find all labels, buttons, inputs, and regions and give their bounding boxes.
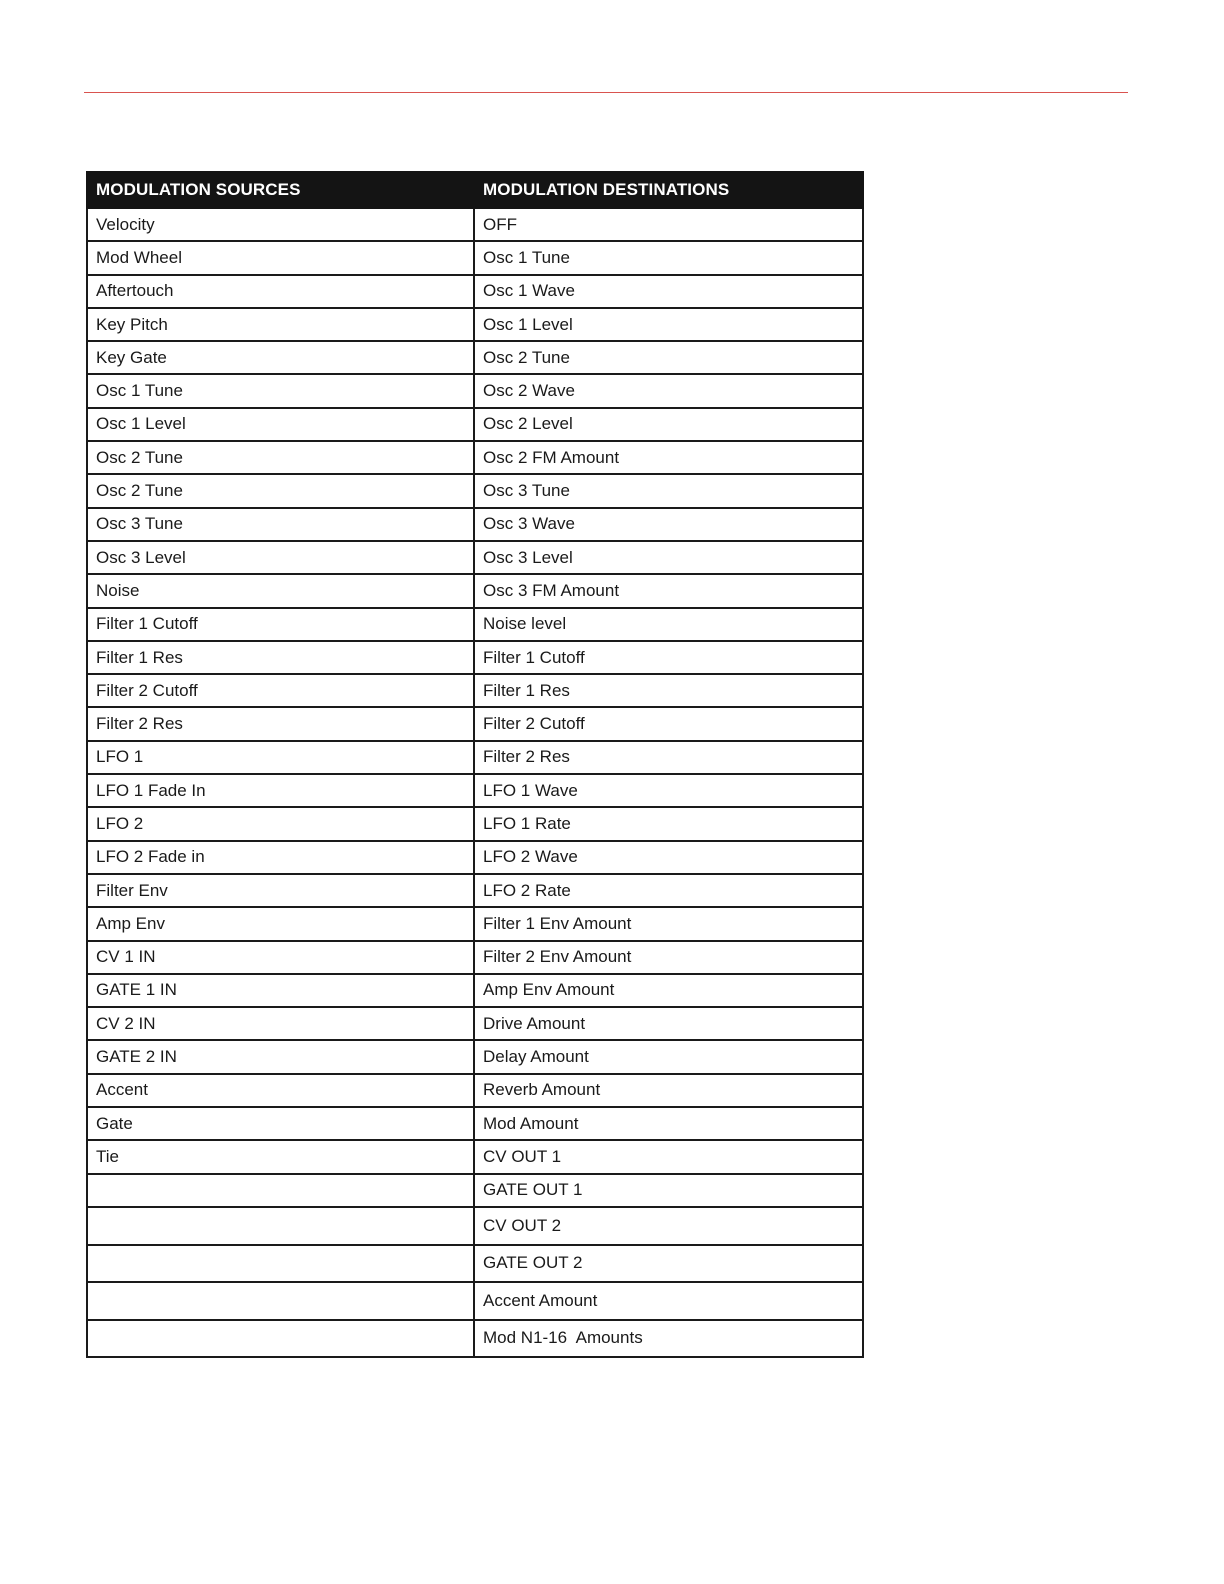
- destination-cell: Osc 1 Wave: [474, 275, 863, 308]
- source-cell: [87, 1174, 474, 1207]
- source-cell: Filter 1 Cutoff: [87, 608, 474, 641]
- source-cell: GATE 1 IN: [87, 974, 474, 1007]
- source-cell: CV 2 IN: [87, 1007, 474, 1040]
- destination-cell: Filter 1 Res: [474, 674, 863, 707]
- table-row: [87, 408, 863, 441]
- source-cell: Filter 2 Cutoff: [87, 674, 474, 707]
- table-row: [87, 807, 863, 840]
- source-cell: Filter 1 Res: [87, 641, 474, 674]
- destination-cell: Amp Env Amount: [474, 974, 863, 1007]
- destination-cell: GATE OUT 1: [474, 1174, 863, 1207]
- table-row: [87, 574, 863, 607]
- source-cell: Key Gate: [87, 341, 474, 374]
- destination-cell: LFO 2 Rate: [474, 874, 863, 907]
- destination-cell: Osc 3 Wave: [474, 508, 863, 541]
- destination-cell: Osc 1 Tune: [474, 241, 863, 274]
- table-row: [87, 841, 863, 874]
- destination-cell: Osc 1 Level: [474, 308, 863, 341]
- source-cell: Noise: [87, 574, 474, 607]
- source-cell: Amp Env: [87, 907, 474, 940]
- source-cell: Osc 1 Level: [87, 408, 474, 441]
- source-cell: GATE 2 IN: [87, 1040, 474, 1073]
- source-cell: Osc 3 Tune: [87, 508, 474, 541]
- destination-cell: Mod Amount: [474, 1107, 863, 1140]
- destination-cell: Accent Amount: [474, 1282, 863, 1320]
- table-row: [87, 541, 863, 574]
- source-cell: [87, 1282, 474, 1320]
- source-cell: CV 1 IN: [87, 941, 474, 974]
- destination-cell: OFF: [474, 208, 863, 241]
- table-row: [87, 1140, 863, 1173]
- header-rule: [84, 92, 1128, 93]
- destination-cell: Reverb Amount: [474, 1074, 863, 1107]
- table-row: [87, 208, 863, 241]
- source-cell: LFO 1 Fade In: [87, 774, 474, 807]
- header-modulation-sources: MODULATION SOURCES: [87, 172, 474, 208]
- table-row: [87, 874, 863, 907]
- table-row: [87, 474, 863, 507]
- source-cell: Filter 2 Res: [87, 707, 474, 740]
- table-body: [87, 208, 863, 1357]
- table-row: [87, 341, 863, 374]
- source-cell: Osc 2 Tune: [87, 441, 474, 474]
- destination-cell: Mod N1-16 Amounts: [474, 1320, 863, 1358]
- table-row: [87, 508, 863, 541]
- destination-cell: Noise level: [474, 608, 863, 641]
- destination-cell: Osc 3 FM Amount: [474, 574, 863, 607]
- destination-cell: LFO 1 Wave: [474, 774, 863, 807]
- table-row: [87, 1282, 863, 1320]
- source-cell: Osc 1 Tune: [87, 374, 474, 407]
- destination-cell: Filter 2 Cutoff: [474, 707, 863, 740]
- source-cell: Osc 2 Tune: [87, 474, 474, 507]
- table-row: [87, 1245, 863, 1283]
- table-row: [87, 608, 863, 641]
- destination-cell: Filter 2 Env Amount: [474, 941, 863, 974]
- destination-cell: Filter 1 Cutoff: [474, 641, 863, 674]
- table-row: [87, 1320, 863, 1358]
- table-row: [87, 275, 863, 308]
- table-row: [87, 241, 863, 274]
- table-row: [87, 308, 863, 341]
- table-row: [87, 1174, 863, 1207]
- table-row: [87, 974, 863, 1007]
- table-row: [87, 374, 863, 407]
- destination-cell: Filter 1 Env Amount: [474, 907, 863, 940]
- source-cell: Mod Wheel: [87, 241, 474, 274]
- source-cell: [87, 1320, 474, 1358]
- table-row: [87, 707, 863, 740]
- table-row: [87, 1040, 863, 1073]
- table-row: [87, 1207, 863, 1245]
- destination-cell: Osc 3 Tune: [474, 474, 863, 507]
- destination-cell: CV OUT 2: [474, 1207, 863, 1245]
- table-row: [87, 1107, 863, 1140]
- destination-cell: CV OUT 1: [474, 1140, 863, 1173]
- table-row: [87, 441, 863, 474]
- destination-cell: Osc 2 Tune: [474, 341, 863, 374]
- source-cell: Accent: [87, 1074, 474, 1107]
- source-cell: Key Pitch: [87, 308, 474, 341]
- source-cell: Gate: [87, 1107, 474, 1140]
- source-cell: [87, 1207, 474, 1245]
- table-row: [87, 1074, 863, 1107]
- destination-cell: Drive Amount: [474, 1007, 863, 1040]
- source-cell: Filter Env: [87, 874, 474, 907]
- source-cell: Osc 3 Level: [87, 541, 474, 574]
- destination-cell: Osc 2 Level: [474, 408, 863, 441]
- table-row: [87, 1007, 863, 1040]
- source-cell: LFO 2 Fade in: [87, 841, 474, 874]
- destination-cell: Osc 2 Wave: [474, 374, 863, 407]
- table-row: [87, 774, 863, 807]
- destination-cell: GATE OUT 2: [474, 1245, 863, 1283]
- table-header-row: [87, 172, 863, 208]
- source-cell: Tie: [87, 1140, 474, 1173]
- table-row: [87, 741, 863, 774]
- destination-cell: Osc 2 FM Amount: [474, 441, 863, 474]
- source-cell: [87, 1245, 474, 1283]
- source-cell: Aftertouch: [87, 275, 474, 308]
- destination-cell: LFO 1 Rate: [474, 807, 863, 840]
- source-cell: Velocity: [87, 208, 474, 241]
- destination-cell: Osc 3 Level: [474, 541, 863, 574]
- destination-cell: Delay Amount: [474, 1040, 863, 1073]
- table-row: [87, 674, 863, 707]
- table-row: [87, 641, 863, 674]
- source-cell: LFO 1: [87, 741, 474, 774]
- table-row: [87, 941, 863, 974]
- modulation-table: [86, 171, 864, 1358]
- destination-cell: Filter 2 Res: [474, 741, 863, 774]
- table-row: [87, 907, 863, 940]
- source-cell: LFO 2: [87, 807, 474, 840]
- destination-cell: LFO 2 Wave: [474, 841, 863, 874]
- header-modulation-destinations: MODULATION DESTINATIONS: [474, 172, 863, 208]
